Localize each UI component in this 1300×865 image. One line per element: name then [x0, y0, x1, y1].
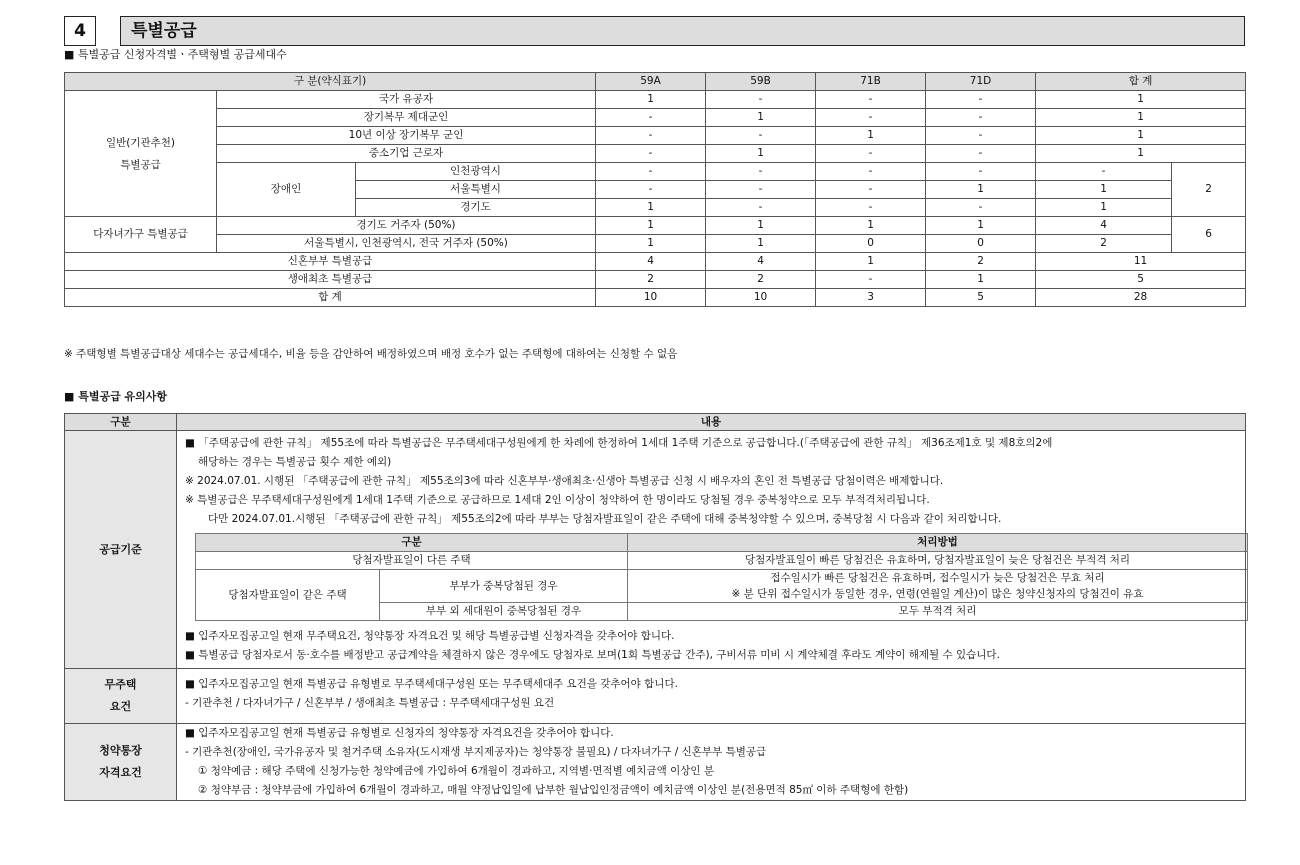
col-header: 71B [816, 73, 926, 91]
table-row: 다자녀가구 특별공급 경기도 거주자 (50%) 1 1 1 1 4 6 [65, 217, 1246, 235]
table-sum-row: 합 계 10 10 3 5 28 [65, 289, 1246, 307]
col-header: 합 계 [1036, 73, 1246, 91]
supply-row: 공급기준 ■ 「주택공급에 관한 규칙」 제55조에 따라 특별공급은 무주택세대구성원에게 한 차례에 한정하여 1세대 1주택 기준으로 공급합니다.(「주택공급에 관한 규칙」 제36조제1호 및 제8호의2에 해당하는 경우는 특별공급 횟수 제한 예외) ※ 2024.07.01. 시행된 「주택공급에 관한 규칙」 제55조의3에 따라 신혼부부·생애최초·신생아 특별공급 신청 시 배우자의 혼인 전 특별공급 당첨이력은 배제합니다. ※ 특별공급은 무주택세대구성원에게 1세대 1주택 기준으로 공급하므로 1세대 2인 이상이 청약하여 한 명이라도 당첨될 경우 중복청약으로 모두 부적격처리됩니다. 다만 2024.07.01.시행된 「주택공급에 관한 규칙」 제55조의2에 따라 부부는 당첨자발표일이 같은 주택에 대해 중복청약할 수 있으며, 중복당첨 시 다음과 같이 처리합니다. 구분 처리방법 당첨자발표일이 다른 주택 당첨자발표일이 빠른 당첨건은 유효하며, 당첨자발표일이 늦은 당첨건은 부적격 처리 당첨자발표일이 같은 주택 부부가 중복당첨된 경우 접수일시가 빠른 당첨건은 유효하며, 접수일시가 늦은 당첨건은 무효 처리 ※ 분 단위 접수일시가 동일한 경우, 연령(연월일 계산)이 많은 청약신청자의 당첨건이 유효 부부 외 세대원이 중복당첨된 경우 모두 부적격 처리 ■ 입주자모집공고일 현재 무주택요건, 청약통장 자격요건 및 해당 특별공급별 신청자격을 갖추어야 합니다. ■ 특별공급 당첨자로서 동·호수를 배정받고 공급계약을 체결하지 않은 경우에도 당첨자로 보며(1회 특별공급 간주), 구비서류 미비 시 계약체결 후라도 계약이 해제될 수 있습니다. [65, 431, 1246, 669]
col-header: 59B [706, 73, 816, 91]
table-row: 10년 이상 장기복무 군인 - - 1 - 1 [65, 127, 1246, 145]
multichild-label: 다자녀가구 특별공급 [65, 217, 217, 253]
account-row: 청약통장 자격요건 ■ 입주자모집공고일 현재 특별공급 유형별로 신청자의 청약통장 자격요건을 갖추어야 합니다. - 기관추천(장애인, 국가유공자 및 철거주택 소유자(도시재생 부지제공자)는 청약통장 불필요) / 다자녀가구 / 신혼부부 특별공급 ① 청약예금 : 해당 주택에 신청가능한 청약예금에 가입하여 6개월이 경과하고, 지역별·면적별 예치금액 이상인 분 ② 청약부금 : 청약부금에 가입하여 6개월이 경과하고, 매월 약정납입일에 납부한 월납입인정금액이 예치금액 이상인 분(전용면적 85㎡ 이하 주택형에 한함) [65, 724, 1246, 801]
disabled-label: 장애인 [217, 163, 356, 217]
supply-label: 공급기준 [65, 431, 177, 669]
group-general: 일반(기관추천) 특별공급 [65, 91, 217, 217]
alloc-subtitle: ■ 특별공급 신청자격별ㆍ주택형별 공급세대수 [64, 48, 287, 61]
table-row: 서울특별시 - - - 1 1 [65, 181, 1246, 199]
multichild-total: 6 [1172, 217, 1246, 253]
nohouse-label: 무주택 요건 [65, 669, 177, 724]
table-row: 신혼부부 특별공급 4 4 1 2 11 [65, 253, 1246, 271]
account-label: 청약통장 자격요건 [65, 724, 177, 801]
table-row: 장기복무 제대군인 - 1 - - 1 [65, 109, 1246, 127]
col-header: 구분 [65, 414, 177, 431]
disabled-total: 2 [1172, 163, 1246, 217]
table-row: 경기도 1 - - - 1 [65, 199, 1246, 217]
col-header: 구 분(약식표기) [65, 73, 596, 91]
notice-subtitle: ■ 특별공급 유의사항 [64, 390, 168, 403]
section-header [64, 16, 1245, 46]
table-row: 서울특별시, 인천광역시, 전국 거주자 (50%) 1 1 0 0 2 [65, 235, 1246, 253]
table-row: 장애인 인천광역시 - - - - - 2 [65, 163, 1246, 181]
table-header-row [65, 73, 1246, 91]
col-header: 내용 [177, 414, 1246, 431]
notice-table [64, 413, 1246, 801]
alloc-note: ※ 주택형별 특별공급대상 세대수는 공급세대수, 비율 등을 감안하여 배정하였으며 배정 호수가 없는 주택형에 대하여는 신청할 수 없음 [64, 348, 678, 360]
table-row: 생애최초 특별공급 2 2 - 1 5 [65, 271, 1246, 289]
table-row: 일반(기관추천) 특별공급 국가 유공자 1 - - - 1 [65, 91, 1246, 109]
col-header: 59A [596, 73, 706, 91]
nohouse-row: 무주택 요건 ■ 입주자모집공고일 현재 특별공급 유형별로 무주택세대구성원 또는 무주택세대주 요건을 갖추어야 합니다. - 기관추천 / 다자녀가구 / 신혼부부 / 생애최초 특별공급 : 무주택세대구성원 요건 [65, 669, 1246, 724]
section-title: 특별공급 [120, 16, 1245, 46]
allocation-table [64, 72, 1246, 307]
section-number: 4 [64, 16, 96, 46]
table-row: 중소기업 근로자 - 1 - - 1 [65, 145, 1246, 163]
duplicate-win-table: 구분 처리방법 당첨자발표일이 다른 주택 당첨자발표일이 빠른 당첨건은 유효하며, 당첨자발표일이 늦은 당첨건은 부적격 처리 당첨자발표일이 같은 주택 부부가 중복당첨된 경우 접수일시가 빠른 당첨건은 유효하며, 접수일시가 늦은 당첨건은 무효 처리 ※ 분 단위 접수일시가 동일한 경우, 연령(연월일 계산)이 많은 청약신청자의 당첨건이 유효 부부 외 세대원이 중복당첨된 경우 모두 부적격 처리 [195, 533, 1248, 621]
col-header: 71D [926, 73, 1036, 91]
